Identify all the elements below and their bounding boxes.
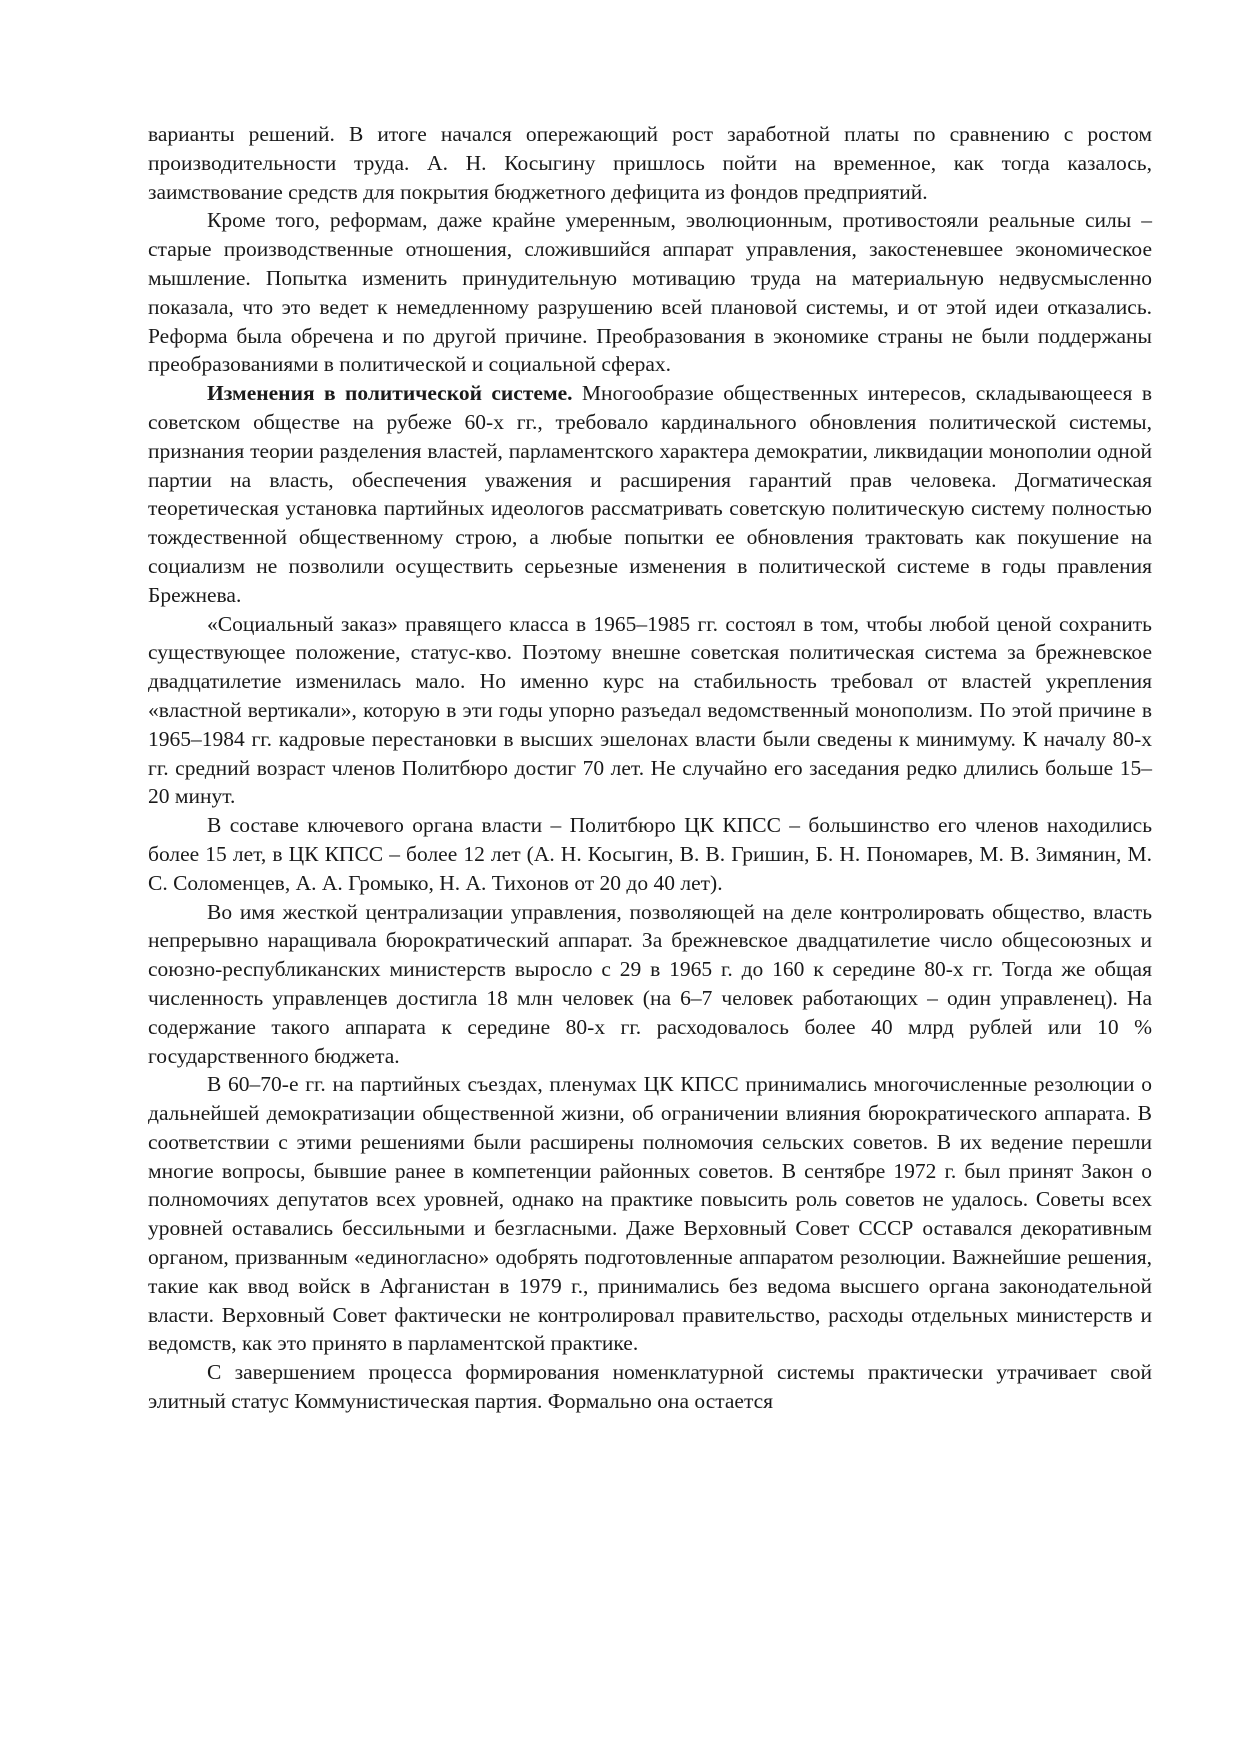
paragraph-5 [148, 811, 1152, 897]
paragraph-1 [148, 120, 1152, 206]
paragraph-4 [148, 610, 1152, 812]
paragraph-2 [148, 206, 1152, 379]
paragraph-6-text: Во имя жесткой централизации управления, позволяющей на деле контролировать общество, власть непрерывно наращивала бюрократический аппарат. За брежневское двадцатилетие число общесоюзных и союзно-республиканских министерств выросло с 29 в 1965 г. до 160 к середине 80-х гг. Тогда же общая численность управленцев достигла 18 млн человек (на 6–7 человек работающих – один управленец). На содержание такого аппарата к середине 80-х гг. расходовалось более 40 млрд рублей или 10 % государственного бюджета. [148, 899, 1152, 1068]
paragraph-8-text: С завершением процесса формирования номенклатурной системы практически утрачивает свой элитный статус Коммунистическая партия. Формально она остается [148, 1360, 1152, 1414]
paragraph-3-text: Многообразие общественных интересов, складывающееся в советском обществе на рубеже 60-х гг., требовало кардинального обновления политической системы, признания теории разделения властей, парламентского характера демократии, ликвидации монополии одной партии на власть, обеспечения уважения и расширения гарантий прав человека. Догматическая теоретическая установка партийных идеологов рассматривать советскую политическую систему полностью тождественной общественному строю, а любые попытки ее обновления трактовать как покушение на социализм не позволили осуществить серьезные изменения в политической системе в годы правления Брежнева. [148, 381, 1152, 607]
paragraph-2-text: Кроме того, реформам, даже крайне умеренным, эволюционным, противостояли реальные силы – старые производственные отношения, сложившийся аппарат управления, закостеневшее экономическое мышление. Попытка изменить принудительную мотивацию труда на материальную недвусмысленно показала, что это ведет к немедленному разрушению всей плановой системы, и от этой идеи отказались. Реформа была обречена и по другой причине. Преобразования в экономике страны не были поддержаны преобразованиями в политической и социальной сферах. [148, 208, 1152, 377]
paragraph-8 [148, 1358, 1152, 1416]
document-page [148, 120, 1152, 1416]
paragraph-3 [148, 379, 1152, 609]
paragraph-5-text: В составе ключевого органа власти – Политбюро ЦК КПСС – большинство его членов находились более 15 лет, в ЦК КПСС – более 12 лет (А. Н. Косыгин, В. В. Гришин, Б. Н. Пономарев, М. В. Зимянин, М. С. Соломенцев, А. А. Громыко, Н. А. Тихонов от 20 до 40 лет). [148, 813, 1152, 895]
paragraph-7-text: В 60–70-е гг. на партийных съездах, пленумах ЦК КПСС принимались многочисленные резолюции о дальнейшей демократизации общественной жизни, об ограничении влияния бюрократического аппарата. В соответствии с этими решениями были расширены полномочия сельских советов. В их ведение перешли многие вопросы, бывшие ранее в компетенции районных советов. В сентябре 1972 г. был принят Закон о полномочиях депутатов всех уровней, однако на практике повысить роль советов не удалось. Советы всех уровней оставались бессильными и безгласными. Даже Верховный Совет СССР оставался декоративным органом, призванным «единогласно» одобрять подготовленные аппаратом резолюции. Важнейшие решения, такие как ввод войск в Афганистан в 1979 г., принимались без ведома высшего органа законодательной власти. Верховный Совет фактически не контролировал правительство, расходы отдельных министерств и ведомств, как это принято в парламентской практике. [148, 1072, 1152, 1356]
paragraph-1-text: варианты решений. В итоге начался опережающий рост заработной платы по сравнению с ростом производительности труда. А. Н. Косыгину пришлось пойти на временное, как тогда казалось, заимствование средств для покрытия бюджетного дефицита из фондов предприятий. [148, 122, 1152, 204]
paragraph-4-text: «Социальный заказ» правящего класса в 1965–1985 гг. состоял в том, чтобы любой ценой сохранить существующее положение, статус-кво. Поэтому внешне советская политическая система за брежневское двадцатилетие изменилась мало. Но именно курс на стабильность требовал от властей укрепления «властной вертикали», которую в эти годы упорно разъедал ведомственный монополизм. По этой причине в 1965–1984 гг. кадровые перестановки в высших эшелонах власти были сведены к минимуму. К началу 80-х гг. средний возраст членов Политбюро достиг 70 лет. Не случайно его заседания редко длились больше 15–20 минут. [148, 611, 1152, 809]
section-heading-political-system: Изменения в политической системе. [207, 381, 573, 406]
paragraph-6 [148, 898, 1152, 1071]
paragraph-7 [148, 1070, 1152, 1358]
